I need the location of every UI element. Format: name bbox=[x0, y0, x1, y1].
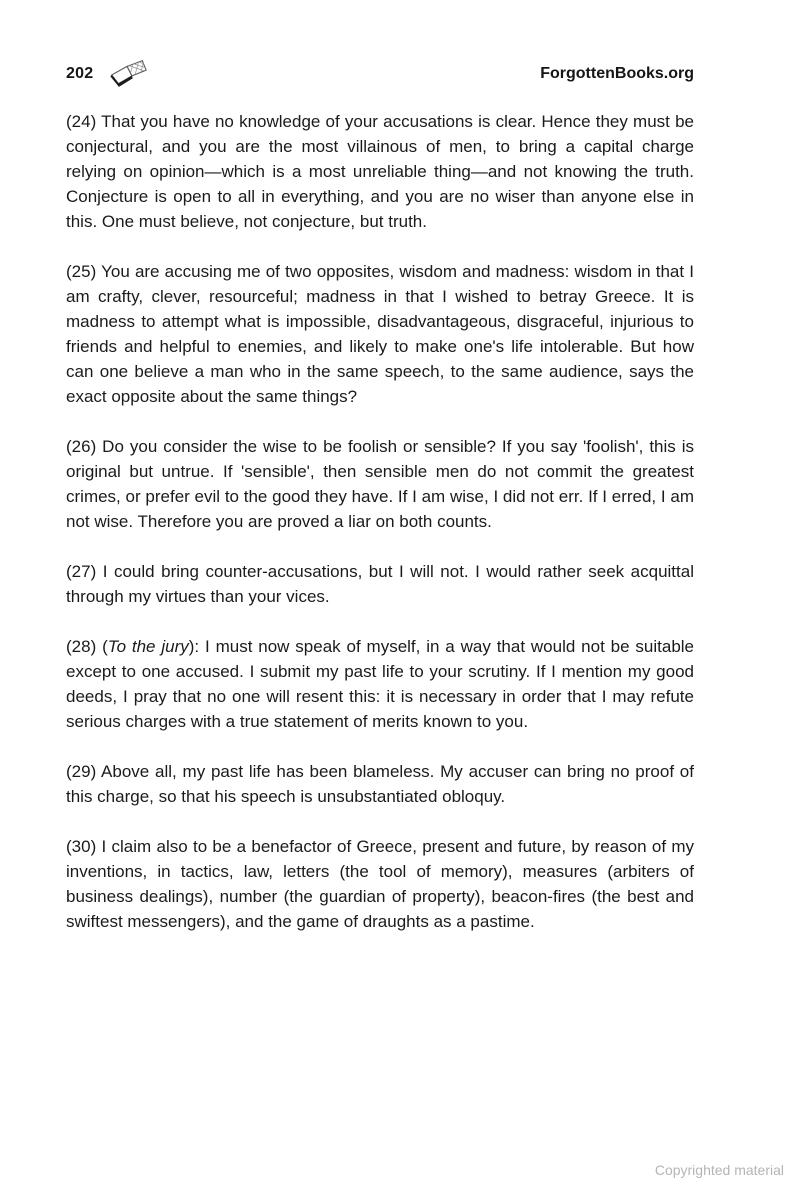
header-left bbox=[66, 57, 149, 91]
paragraph-29: (29) Above all, my past life has been blameless. My accuser can bring no proof of this charge, so that his speech is unsubstantiated obloquy. bbox=[66, 762, 694, 806]
paragraph-28-stage-direction: To the jury bbox=[107, 637, 189, 656]
copyright-watermark: Copyrighted material bbox=[654, 1162, 784, 1178]
paragraph-28-prefix: (28) ( bbox=[66, 637, 108, 656]
site-name: ForgottenBooks.org bbox=[540, 65, 694, 82]
paragraph-25: (25) You are accusing me of two opposites, wisdom and madness: wisdom in that I am crafty, clever, resourceful; madness in that I wished to betray Greece. It is madness to attempt what is impossible, disadvantageous, disgraceful, injurious to friends and helpful to enemies, and likely to make one's life intolerable. But how can one believe a man who in the same speech, to the same audience, says the exact opposite about the same things? bbox=[66, 262, 694, 406]
paragraph-28-rest: ): I must now speak of myself, in a way that would not be suitable except to one accused. I submit my past life to your scrutiny. If I mention my good deeds, I pray that no one will resent this: it is necessary in order that I may refute serious charges with a true statement of merits known to you. bbox=[66, 637, 695, 731]
open-book-icon bbox=[107, 57, 149, 91]
page-body bbox=[66, 109, 694, 959]
paragraph-24: (24) That you have no knowledge of your accusations is clear. Hence they must be conjectural, and you are the most villainous of men, to bring a capital charge relying on opinion—which is a most unreliable thing—and not knowing the truth. Conjecture is open to all in everything, and you are no wiser than anyone else in this. One must believe, not conjecture, but truth. bbox=[66, 112, 694, 231]
page-number: 202 bbox=[66, 65, 94, 82]
page-header bbox=[66, 56, 694, 92]
paragraph-28 bbox=[66, 634, 694, 734]
paragraph-30: (30) I claim also to be a benefactor of Greece, present and future, by reason of my inventions, in tactics, law, letters (the tool of memory), measures (arbiters of business dealings), number (the guardian of property), beacon-fires (the best and swiftest messengers), and the game of draughts as a pastime. bbox=[66, 837, 694, 931]
paragraph-27: (27) I could bring counter-accusations, but I will not. I would rather seek acquittal through my virtues than your vices. bbox=[66, 562, 694, 606]
paragraph-26: (26) Do you consider the wise to be foolish or sensible? If you say 'foolish', this is original but untrue. If 'sensible', then sensible men do not commit the greatest crimes, or prefer evil to the good they have. If I am wise, I did not err. If I erred, I am not wise. Therefore you are proved a liar on both counts. bbox=[66, 437, 694, 531]
